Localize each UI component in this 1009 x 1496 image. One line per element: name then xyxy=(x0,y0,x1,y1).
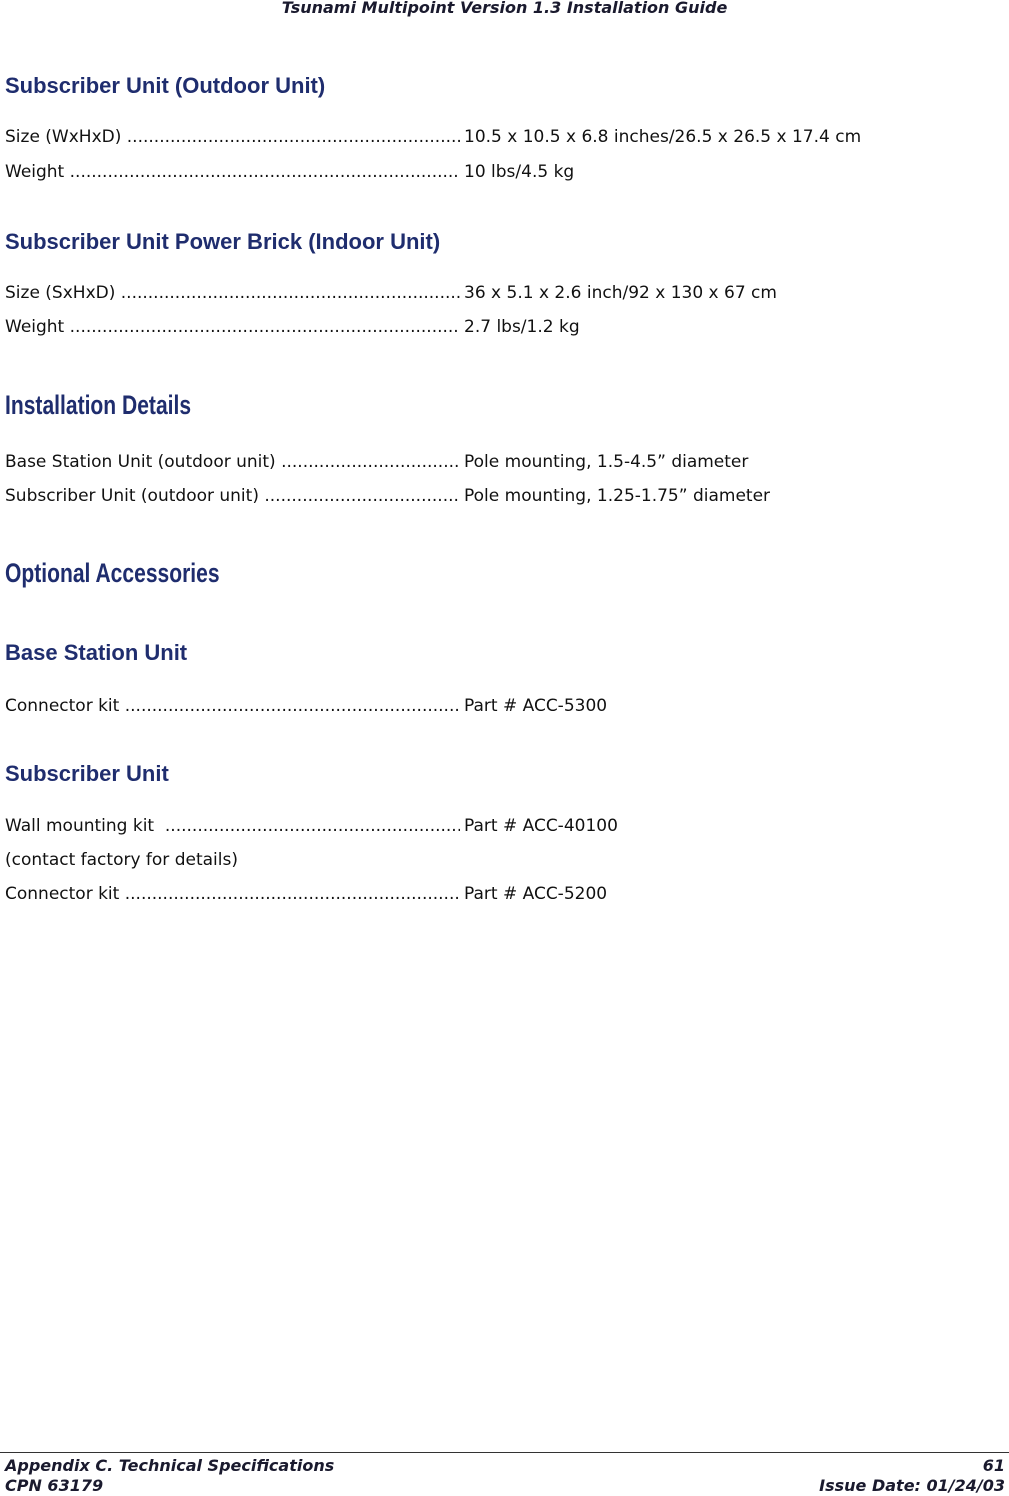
spec-label: Size (SxHxD) xyxy=(5,283,116,303)
dot-leader xyxy=(160,816,461,836)
footer-section: Appendix C. Technical Specifications xyxy=(5,1456,335,1475)
dot-leader xyxy=(121,127,460,147)
spec-label: Subscriber Unit (outdoor unit) xyxy=(5,486,259,506)
spec-value: Part # ACC-5300 xyxy=(464,696,608,716)
spec-value: Pole mounting, 1.25-1.75” diameter xyxy=(464,486,771,506)
spec-value: 36 x 5.1 x 2.6 inch/92 x 130 x 67 cm xyxy=(464,283,777,303)
spec-value: 2.7 lbs/1.2 kg xyxy=(464,317,580,337)
footer-cpn: CPN 63179 xyxy=(5,1476,104,1495)
spec-row xyxy=(5,816,995,838)
spec-value: Part # ACC-5200 xyxy=(464,884,608,904)
heading-subscriber-unit: Subscriber Unit xyxy=(5,761,169,786)
footer-divider xyxy=(0,1452,1009,1453)
dot-leader xyxy=(64,162,460,182)
heading-subscriber-unit-outdoor: Subscriber Unit (Outdoor Unit) xyxy=(5,73,326,98)
dot-leader xyxy=(259,486,460,506)
dot-leader xyxy=(64,317,460,337)
spec-label: Connector kit xyxy=(5,884,120,904)
spec-label: Base Station Unit (outdoor unit) xyxy=(5,452,276,472)
heading-base-station-unit: Base Station Unit xyxy=(5,640,188,665)
page-number: 61 xyxy=(982,1456,1005,1475)
spec-row xyxy=(5,127,995,149)
spec-note: (contact factory for details) xyxy=(5,850,238,870)
spec-label: Weight xyxy=(5,162,65,182)
heading-power-brick: Subscriber Unit Power Brick (Indoor Unit) xyxy=(5,229,441,254)
spec-row xyxy=(5,452,995,474)
spec-row xyxy=(5,884,995,906)
dot-leader xyxy=(115,283,460,303)
spec-value: 10 lbs/4.5 kg xyxy=(464,162,575,182)
spec-label: Size (WxHxD) xyxy=(5,127,122,147)
spec-label: Connector kit xyxy=(5,696,120,716)
spec-value: Pole mounting, 1.5-4.5” diameter xyxy=(464,452,749,472)
footer-issue-date: Issue Date: 01/24/03 xyxy=(819,1476,1005,1495)
spec-label: Wall mounting kit xyxy=(5,816,160,836)
spec-row xyxy=(5,317,995,339)
dot-leader xyxy=(276,452,460,472)
spec-row xyxy=(5,486,995,508)
dot-leader xyxy=(119,884,460,904)
spec-row xyxy=(5,283,995,305)
heading-installation-details: Installation Details xyxy=(5,390,192,420)
spec-row xyxy=(5,696,995,718)
spec-value: 10.5 x 10.5 x 6.8 inches/26.5 x 26.5 x 17.4 cm xyxy=(464,127,862,147)
spec-label: Weight xyxy=(5,317,65,337)
spec-row xyxy=(5,162,995,184)
page-header: Tsunami Multipoint Version 1.3 Installation Guide xyxy=(281,0,728,17)
spec-value: Part # ACC-40100 xyxy=(464,816,618,836)
heading-optional-accessories: Optional Accessories xyxy=(5,558,220,588)
dot-leader xyxy=(119,696,460,716)
